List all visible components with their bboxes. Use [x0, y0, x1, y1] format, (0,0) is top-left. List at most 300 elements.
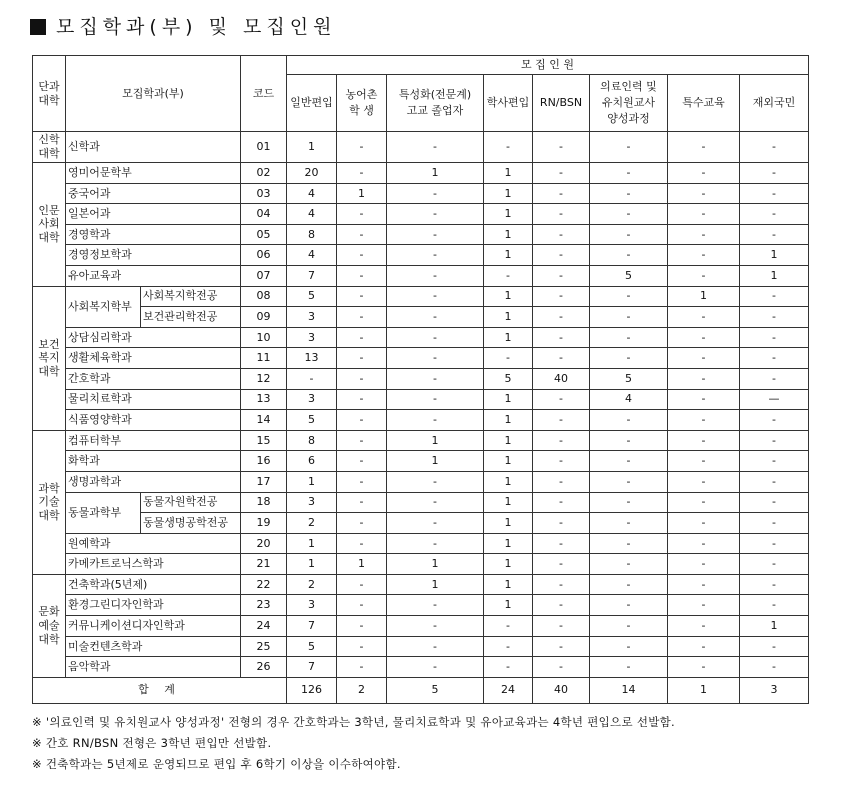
college-cell: 보건 복지 대학 — [33, 286, 66, 430]
code-cell: 25 — [241, 636, 287, 657]
value-cell: - — [740, 163, 809, 184]
code-cell: 17 — [241, 471, 287, 492]
total-value: 1 — [668, 677, 740, 703]
value-cell: - — [533, 204, 590, 225]
value-cell: - — [387, 327, 484, 348]
value-cell: - — [387, 657, 484, 678]
value-cell: 1 — [387, 554, 484, 575]
header-col-2: 특성화(전문계) 고교 졸업자 — [387, 75, 484, 132]
dept-cell: 환경그린디자인학과 — [66, 595, 241, 616]
value-cell: 5 — [287, 286, 337, 307]
value-cell: - — [590, 163, 668, 184]
note-2: ※ 간호 RN/BSN 전형은 3학년 편입만 선발함. — [32, 736, 272, 750]
value-cell: 3 — [287, 492, 337, 513]
dept-cell: 간호학과 — [66, 368, 241, 389]
total-value: 24 — [484, 677, 533, 703]
dept-cell: 건축학과(5년제) — [66, 574, 241, 595]
dept-cell: 생명과학과 — [66, 471, 241, 492]
value-cell: 7 — [287, 657, 337, 678]
value-cell: - — [387, 368, 484, 389]
code-cell: 14 — [241, 410, 287, 431]
total-value: 3 — [740, 677, 809, 703]
value-cell: - — [337, 307, 387, 328]
admission-table — [32, 55, 809, 704]
table-row — [33, 430, 809, 451]
value-cell: 40 — [533, 368, 590, 389]
value-cell: - — [533, 389, 590, 410]
value-cell: - — [740, 595, 809, 616]
value-cell: 1 — [484, 533, 533, 554]
value-cell: - — [337, 368, 387, 389]
value-cell: - — [337, 471, 387, 492]
value-cell: - — [590, 132, 668, 163]
value-cell: - — [387, 183, 484, 204]
value-cell: - — [337, 132, 387, 163]
value-cell: 1 — [484, 492, 533, 513]
value-cell: 1 — [484, 430, 533, 451]
value-cell: 1 — [484, 163, 533, 184]
code-cell: 20 — [241, 533, 287, 554]
dept-cell: 동물과학부 — [66, 492, 141, 533]
header-col-6: 특수교육 — [668, 75, 740, 132]
code-cell: 16 — [241, 451, 287, 472]
value-cell: - — [668, 204, 740, 225]
code-cell: 06 — [241, 245, 287, 266]
value-cell: - — [533, 533, 590, 554]
value-cell: 1 — [287, 471, 337, 492]
value-cell: - — [668, 636, 740, 657]
code-cell: 23 — [241, 595, 287, 616]
value-cell: - — [387, 410, 484, 431]
value-cell: - — [533, 163, 590, 184]
value-cell: 1 — [484, 513, 533, 534]
value-cell: - — [740, 348, 809, 369]
value-cell: - — [590, 616, 668, 637]
value-cell: - — [740, 327, 809, 348]
value-cell: 3 — [287, 595, 337, 616]
value-cell: - — [484, 636, 533, 657]
value-cell: - — [668, 132, 740, 163]
dept-cell: 사회복지학부 — [66, 286, 141, 327]
value-cell: - — [668, 307, 740, 328]
dept-cell: 상담심리학과 — [66, 327, 241, 348]
value-cell: - — [740, 554, 809, 575]
value-cell: - — [484, 657, 533, 678]
table-row — [33, 163, 809, 184]
value-cell: - — [590, 554, 668, 575]
dept-cell: 유아교육과 — [66, 265, 241, 286]
table-row — [33, 533, 809, 554]
code-cell: 15 — [241, 430, 287, 451]
table-row — [33, 574, 809, 595]
value-cell: - — [387, 204, 484, 225]
header-group: 모 집 인 원 — [287, 56, 809, 75]
value-cell: 20 — [287, 163, 337, 184]
value-cell: - — [740, 492, 809, 513]
value-cell: - — [484, 348, 533, 369]
note-1: ※ '의료인력 및 유치원교사 양성과정' 전형의 경우 간호학과는 3학년, 물리치료학과 및 유아교육과는 4학년 편입으로 선발함. — [32, 715, 676, 729]
value-cell: - — [590, 204, 668, 225]
value-cell: - — [533, 327, 590, 348]
value-cell: - — [533, 245, 590, 266]
table-row — [33, 265, 809, 286]
code-cell: 21 — [241, 554, 287, 575]
value-cell: 1 — [668, 286, 740, 307]
value-cell: - — [337, 204, 387, 225]
value-cell: - — [668, 245, 740, 266]
code-cell: 09 — [241, 307, 287, 328]
value-cell: - — [533, 348, 590, 369]
value-cell: 4 — [287, 204, 337, 225]
code-cell: 22 — [241, 574, 287, 595]
value-cell: - — [533, 492, 590, 513]
value-cell: - — [533, 471, 590, 492]
header-col-4: RN/BSN — [533, 75, 590, 132]
value-cell: - — [337, 265, 387, 286]
value-cell: - — [740, 204, 809, 225]
value-cell: - — [740, 410, 809, 431]
value-cell: - — [387, 616, 484, 637]
dept-cell: 음악학과 — [66, 657, 241, 678]
value-cell: - — [668, 657, 740, 678]
code-cell: 13 — [241, 389, 287, 410]
value-cell: - — [387, 471, 484, 492]
dept-cell: 화학과 — [66, 451, 241, 472]
header-col-3: 학사편입 — [484, 75, 533, 132]
table-row — [33, 513, 809, 534]
value-cell: - — [740, 368, 809, 389]
table-row — [33, 183, 809, 204]
major-cell: 동물생명공학전공 — [141, 513, 241, 534]
value-cell: 5 — [287, 410, 337, 431]
value-cell: - — [668, 348, 740, 369]
notes — [32, 712, 675, 775]
value-cell: - — [533, 183, 590, 204]
title-text: 모집학과(부) 및 모집인원 — [56, 16, 337, 38]
value-cell: - — [590, 595, 668, 616]
value-cell: - — [287, 368, 337, 389]
value-cell: - — [533, 224, 590, 245]
header-col-1: 농어촌 학 생 — [337, 75, 387, 132]
value-cell: - — [668, 554, 740, 575]
value-cell: - — [337, 348, 387, 369]
value-cell: - — [337, 616, 387, 637]
dept-cell: 미술컨텐츠학과 — [66, 636, 241, 657]
value-cell: 6 — [287, 451, 337, 472]
value-cell: - — [740, 430, 809, 451]
value-cell: - — [668, 492, 740, 513]
value-cell: - — [668, 513, 740, 534]
value-cell: 8 — [287, 224, 337, 245]
value-cell: 1 — [484, 410, 533, 431]
college-cell: 과학 기술 대학 — [33, 430, 66, 574]
value-cell: 3 — [287, 307, 337, 328]
value-cell: - — [590, 451, 668, 472]
value-cell: - — [533, 307, 590, 328]
value-cell: - — [668, 224, 740, 245]
value-cell: - — [533, 430, 590, 451]
dept-cell: 중국어과 — [66, 183, 241, 204]
value-cell: 2 — [287, 574, 337, 595]
value-cell: - — [533, 513, 590, 534]
value-cell: - — [590, 410, 668, 431]
value-cell: - — [337, 574, 387, 595]
value-cell: - — [337, 327, 387, 348]
dept-cell: 컴퓨터학부 — [66, 430, 241, 451]
code-cell: 11 — [241, 348, 287, 369]
header-col-7: 재외국민 — [740, 75, 809, 132]
value-cell: 1 — [287, 554, 337, 575]
total-value: 126 — [287, 677, 337, 703]
college-cell: 인문 사회 대학 — [33, 163, 66, 287]
value-cell: - — [668, 327, 740, 348]
code-cell: 04 — [241, 204, 287, 225]
value-cell: - — [337, 410, 387, 431]
value-cell: - — [387, 595, 484, 616]
dept-cell: 경영정보학과 — [66, 245, 241, 266]
value-cell: - — [337, 657, 387, 678]
college-cell: 신학 대학 — [33, 132, 66, 163]
value-cell: - — [590, 492, 668, 513]
value-cell: - — [740, 636, 809, 657]
note-3: ※ 건축학과는 5년제로 운영되므로 편입 후 6학기 이상을 이수하여야함. — [32, 757, 401, 771]
value-cell: - — [740, 132, 809, 163]
value-cell: 1 — [740, 245, 809, 266]
value-cell: - — [590, 307, 668, 328]
value-cell: - — [668, 533, 740, 554]
value-cell: - — [740, 513, 809, 534]
value-cell: - — [590, 657, 668, 678]
table-row — [33, 204, 809, 225]
value-cell: 1 — [484, 471, 533, 492]
value-cell: - — [337, 595, 387, 616]
value-cell: 1 — [287, 132, 337, 163]
value-cell: 1 — [337, 554, 387, 575]
value-cell: - — [590, 348, 668, 369]
code-cell: 12 — [241, 368, 287, 389]
value-cell: - — [668, 368, 740, 389]
value-cell: - — [668, 616, 740, 637]
value-cell: 1 — [484, 574, 533, 595]
value-cell: - — [668, 451, 740, 472]
table-row — [33, 471, 809, 492]
code-cell: 10 — [241, 327, 287, 348]
value-cell: - — [387, 389, 484, 410]
value-cell: 7 — [287, 616, 337, 637]
header-col-5: 의료인력 및 유치원교사 양성과정 — [590, 75, 668, 132]
dept-cell: 커뮤니케이션디자인학과 — [66, 616, 241, 637]
value-cell: 1 — [387, 574, 484, 595]
value-cell: - — [740, 224, 809, 245]
value-cell: - — [668, 471, 740, 492]
value-cell: - — [668, 265, 740, 286]
total-value: 40 — [533, 677, 590, 703]
total-value: 14 — [590, 677, 668, 703]
value-cell: 3 — [287, 389, 337, 410]
code-cell: 18 — [241, 492, 287, 513]
value-cell: - — [533, 132, 590, 163]
value-cell: - — [387, 224, 484, 245]
value-cell: - — [533, 636, 590, 657]
table-row — [33, 657, 809, 678]
value-cell: 7 — [287, 265, 337, 286]
table-row — [33, 224, 809, 245]
table-row — [33, 389, 809, 410]
value-cell: - — [484, 132, 533, 163]
value-cell: 1 — [387, 163, 484, 184]
value-cell: - — [533, 265, 590, 286]
value-cell: - — [590, 245, 668, 266]
table-row — [33, 554, 809, 575]
value-cell: 1 — [484, 327, 533, 348]
dept-cell: 생활체육학과 — [66, 348, 241, 369]
value-cell: - — [337, 163, 387, 184]
value-cell: - — [590, 636, 668, 657]
value-cell: 5 — [287, 636, 337, 657]
value-cell: 1 — [337, 183, 387, 204]
value-cell: - — [740, 574, 809, 595]
value-cell: - — [740, 307, 809, 328]
table-row — [33, 595, 809, 616]
value-cell: - — [590, 430, 668, 451]
value-cell: 1 — [484, 389, 533, 410]
code-cell: 07 — [241, 265, 287, 286]
value-cell: - — [337, 451, 387, 472]
value-cell: - — [668, 183, 740, 204]
value-cell: - — [337, 286, 387, 307]
value-cell: - — [387, 265, 484, 286]
table-row — [33, 307, 809, 328]
value-cell: 1 — [387, 451, 484, 472]
value-cell: - — [533, 657, 590, 678]
value-cell: - — [337, 224, 387, 245]
dept-cell: 원예학과 — [66, 533, 241, 554]
table-row — [33, 348, 809, 369]
value-cell: 4 — [590, 389, 668, 410]
value-cell: 5 — [484, 368, 533, 389]
value-cell: - — [590, 471, 668, 492]
dept-cell: 영미어문학부 — [66, 163, 241, 184]
code-cell: 08 — [241, 286, 287, 307]
table-row — [33, 451, 809, 472]
table-row — [33, 286, 809, 307]
value-cell: - — [668, 430, 740, 451]
value-cell: - — [740, 657, 809, 678]
table-row — [33, 492, 809, 513]
value-cell: - — [533, 595, 590, 616]
value-cell: - — [387, 533, 484, 554]
value-cell: - — [668, 389, 740, 410]
code-cell: 01 — [241, 132, 287, 163]
value-cell: - — [668, 163, 740, 184]
table-row — [33, 132, 809, 163]
value-cell: - — [590, 286, 668, 307]
value-cell: - — [533, 574, 590, 595]
code-cell: 24 — [241, 616, 287, 637]
value-cell: 1 — [484, 224, 533, 245]
value-cell: - — [740, 286, 809, 307]
code-cell: 26 — [241, 657, 287, 678]
value-cell: - — [484, 616, 533, 637]
value-cell: - — [337, 533, 387, 554]
value-cell: 1 — [740, 616, 809, 637]
value-cell: - — [590, 327, 668, 348]
value-cell: - — [668, 595, 740, 616]
value-cell: - — [533, 616, 590, 637]
value-cell: 4 — [287, 183, 337, 204]
table-row — [33, 636, 809, 657]
table-row — [33, 327, 809, 348]
value-cell: - — [590, 574, 668, 595]
value-cell: 1 — [484, 595, 533, 616]
header-college: 단과 대학 — [33, 56, 66, 132]
code-cell: 05 — [241, 224, 287, 245]
value-cell: - — [740, 471, 809, 492]
value-cell: 3 — [287, 327, 337, 348]
value-cell: 4 — [287, 245, 337, 266]
value-cell: 1 — [484, 451, 533, 472]
value-cell: - — [337, 636, 387, 657]
table-row — [33, 410, 809, 431]
major-cell: 보건관리학전공 — [141, 307, 241, 328]
total-value: 2 — [337, 677, 387, 703]
major-cell: 동물자원학전공 — [141, 492, 241, 513]
code-cell: 19 — [241, 513, 287, 534]
total-label: 합 계 — [33, 677, 287, 703]
page-title — [30, 12, 336, 39]
value-cell: 1 — [484, 554, 533, 575]
value-cell: - — [387, 513, 484, 534]
value-cell: - — [668, 574, 740, 595]
table-row — [33, 368, 809, 389]
value-cell: - — [387, 245, 484, 266]
value-cell: - — [533, 286, 590, 307]
value-cell: - — [337, 389, 387, 410]
dept-cell: 카메카트로닉스학과 — [66, 554, 241, 575]
value-cell: - — [590, 183, 668, 204]
value-cell: - — [740, 451, 809, 472]
dept-cell: 물리치료학과 — [66, 389, 241, 410]
value-cell: - — [740, 533, 809, 554]
code-cell: 03 — [241, 183, 287, 204]
table-row — [33, 245, 809, 266]
value-cell: 1 — [484, 183, 533, 204]
major-cell: 사회복지학전공 — [141, 286, 241, 307]
dept-cell: 식품영양학과 — [66, 410, 241, 431]
value-cell: 5 — [590, 368, 668, 389]
header-dept: 모집학과(부) — [66, 56, 241, 132]
value-cell: 13 — [287, 348, 337, 369]
value-cell: - — [387, 132, 484, 163]
value-cell: 8 — [287, 430, 337, 451]
value-cell: - — [337, 245, 387, 266]
value-cell: - — [533, 410, 590, 431]
value-cell: 1 — [484, 286, 533, 307]
value-cell: 1 — [287, 533, 337, 554]
value-cell: - — [387, 492, 484, 513]
value-cell: - — [387, 286, 484, 307]
value-cell: 1 — [484, 245, 533, 266]
value-cell: - — [590, 513, 668, 534]
dept-cell: 일본어과 — [66, 204, 241, 225]
header-col-0: 일반편입 — [287, 75, 337, 132]
total-value: 5 — [387, 677, 484, 703]
value-cell: 1 — [484, 204, 533, 225]
value-cell: - — [590, 533, 668, 554]
value-cell: 1 — [484, 307, 533, 328]
value-cell: 1 — [740, 265, 809, 286]
value-cell: - — [387, 348, 484, 369]
